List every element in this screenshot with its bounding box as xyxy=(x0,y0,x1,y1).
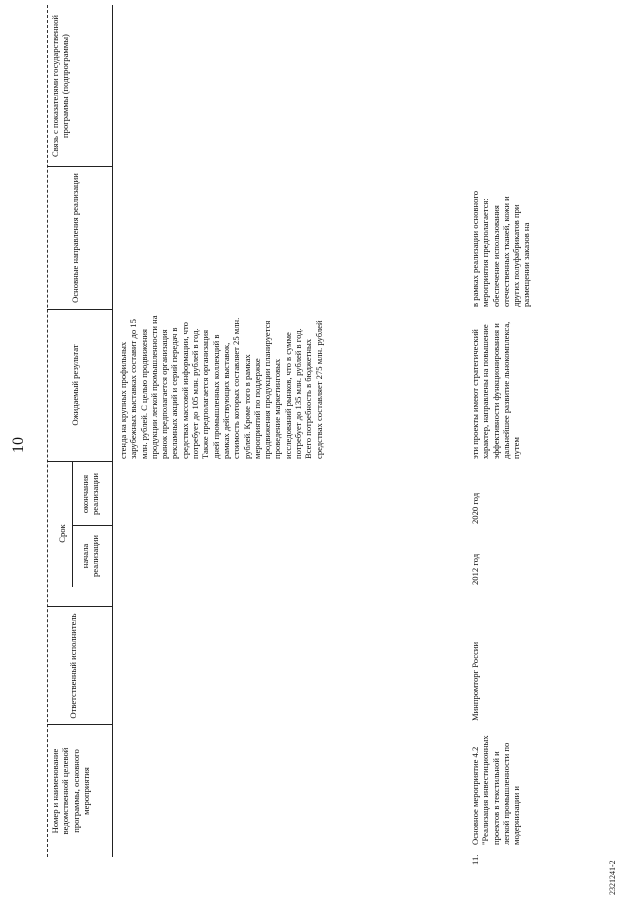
col-divider-2 xyxy=(47,606,113,607)
header-expected-result: Ожидаемый результат xyxy=(70,344,80,426)
col-divider-1 xyxy=(47,724,113,725)
col-divider-5 xyxy=(47,309,113,310)
row-11-directions: в рамках реализации основного мероприятия предполагается: обеспечение использования отечественных тканей, кожи и других полуфабрикатов при размещении заказов на xyxy=(470,191,532,307)
row-11-start-year: 2012 год xyxy=(470,553,480,585)
header-indicators-link: Связь с показателями государственной программы (подпрограммы) xyxy=(50,14,71,158)
header-executor: Ответственный исполнитель xyxy=(68,613,78,719)
page-number: 10 xyxy=(10,437,27,453)
row-11-executor: Минпромторг России xyxy=(470,641,480,721)
row-11-number: 11. xyxy=(470,854,480,865)
document-code: 2321241-2 xyxy=(608,860,617,895)
header-end: окончания реализации xyxy=(80,473,101,515)
continuation-result-text: стенда на крупных профильных зарубежных выставках составит до 15 млн. рублей. С целью продвижения продукции легкой промышленности на рынок предполагается организация рекламных акций и серий передач в средствах массовой информации, что потребует до 105 млн. рублей в год. Также предполагается организация дней промышленных коллекций в рамках действующих выставок, стоимость которых составляет 25 млн. рублей. Кроме того в рамках мероприятий по поддержке продвижения продукции планируется проведение маркетинговых исследований рынков, что в сумме потребует до 135 млн. рублей в год. Всего потребность в бюджетных средствах составляет 275 млн. рублей xyxy=(118,315,324,459)
col-divider-3 xyxy=(72,525,113,526)
table-top-border xyxy=(47,5,48,857)
header-program-name: Номер и наименование ведомственной целевой программы, основного мероприятия xyxy=(50,747,91,835)
col-divider-6 xyxy=(47,166,113,167)
header-term: Срок xyxy=(57,524,67,543)
header-bottom-border xyxy=(112,5,113,857)
header-start: начала реализации xyxy=(80,535,101,577)
header-main-directions: Основные направления реализации xyxy=(70,173,80,303)
row-11-result: эти проекты имеют стратегический характер, направлены на повышение эффективности функционирования и дальнейшее развитие льнокомплекса, путем xyxy=(470,321,522,459)
row-11-end-year: 2020 год xyxy=(470,492,480,524)
row-11-name: Основное мероприятие 4.2 "Реализация инвестиционных проектов в текстильной и легкой промышленности по модернизации и xyxy=(470,735,522,845)
